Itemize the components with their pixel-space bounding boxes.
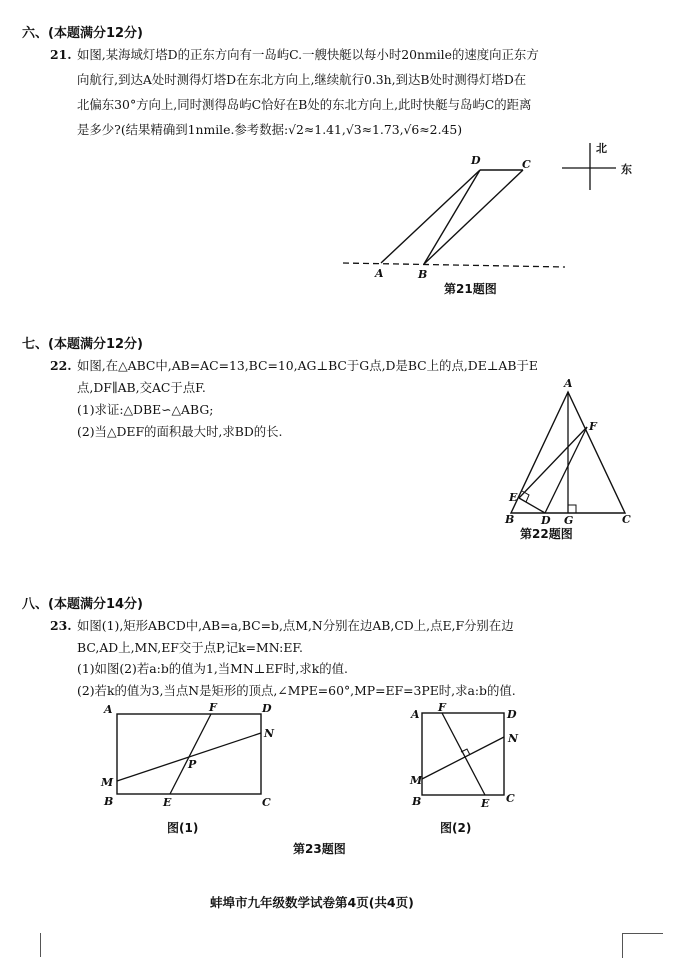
q23-f1-label-f: F	[209, 701, 217, 714]
q21-figure-caption: 第21题图	[444, 282, 497, 296]
q23-f2-label-a: A	[411, 708, 420, 721]
q23-f2-label-c: C	[506, 792, 515, 805]
q22-line-4: (2)当△DEF的面积最大时,求BD的长.	[77, 424, 283, 439]
q23-line-3: (1)如图(2)若a:b的值为1,当MN⊥EF时,求k的值.	[77, 661, 348, 676]
q23-f2-label-f: F	[438, 701, 446, 714]
q23-f2-label-b: B	[412, 795, 422, 808]
q21-line-4: 是多少?(结果精确到1nmile.参考数据:√2≈1.41,√3≈1.73,√6≈2.45)	[77, 122, 463, 137]
q23-line-4: (2)若k的值为3,当点N是矩形的顶点,∠MPE=60°,MP=EF=3PE时,求a:b的值.	[77, 683, 516, 698]
q23-f1-label-p: P	[188, 758, 197, 771]
compass-east-label: 东	[621, 163, 632, 176]
q23-f2-label-e: E	[481, 797, 490, 810]
q21-number: 21.	[50, 47, 72, 62]
q23-line-1: 如图(1),矩形ABCD中,AB=a,BC=b,点M,N分别在边AB,CD上,点E,F分别在边	[77, 618, 514, 633]
q23-figure-caption: 第23题图	[293, 842, 346, 856]
q22-label-b: B	[505, 513, 515, 526]
q23-line-2: BC,AD上,MN,EF交于点P,记k=MN:EF.	[77, 640, 303, 655]
q22-label-a: A	[564, 377, 573, 390]
q23-f1-label-m: M	[101, 776, 114, 789]
q23-figure-2-caption: 图(2)	[440, 821, 472, 835]
q23-f2-label-m: M	[410, 774, 423, 787]
compass-north-label: 北	[596, 142, 607, 155]
q21-line-3: 北偏东30°方向上,同时测得岛屿C恰好在B处的东北方向上,此时快艇与岛屿C的距离	[77, 97, 532, 112]
q23-f2-segment-mn	[422, 737, 504, 779]
q22-label-e: E	[509, 491, 518, 504]
q21-line-1: 如图,某海域灯塔D的正东方向有一岛屿C.一艘快艇以每小时20nmile的速度向正东方	[77, 47, 539, 62]
q21-line-2: 向航行,到达A处时测得灯塔D在东北方向上,继续航行0.3h,到达B处时测得灯塔D在	[77, 72, 527, 87]
q23-f2-label-d: D	[507, 708, 517, 721]
q23-number: 23.	[50, 618, 72, 633]
section-6-heading: 六、(本题满分12分)	[22, 26, 143, 41]
crop-mark-left	[0, 933, 41, 957]
q22-line-2: 点,DF∥AB,交AC于点F.	[77, 380, 206, 395]
q23-figure-1-caption: 图(1)	[167, 821, 199, 835]
q23-f1-label-e: E	[163, 796, 172, 809]
q22-label-c: C	[622, 513, 631, 526]
page-footer: 蚌埠市九年级数学试卷第4页(共4页)	[210, 895, 414, 910]
q23-f1-label-d: D	[262, 702, 272, 715]
q23-f1-label-b: B	[104, 795, 114, 808]
q23-f1-label-n: N	[264, 727, 275, 740]
section-8-heading: 八、(本题满分14分)	[22, 597, 143, 612]
q21-label-d: D	[471, 154, 481, 167]
q22-number: 22.	[50, 358, 72, 373]
q22-line-3: (1)求证:△DBE∽△ABG;	[77, 402, 214, 417]
q22-label-d: D	[541, 514, 551, 527]
q22-line-1: 如图,在△ABC中,AB=AC=13,BC=10,AG⊥BC于G点,D是BC上的点,DE⊥AB于E	[77, 358, 538, 373]
q21-label-b: B	[418, 268, 428, 281]
q21-label-a: A	[375, 267, 384, 280]
q22-label-g: G	[564, 514, 574, 527]
q23-f1-label-a: A	[104, 703, 113, 716]
q23-f2-segment-ef	[442, 713, 485, 795]
q23-f2-label-n: N	[508, 732, 519, 745]
q22-label-f: F	[589, 420, 597, 433]
q23-f1-label-c: C	[262, 796, 271, 809]
q22-figure-caption: 第22题图	[520, 527, 573, 541]
crop-mark-right	[622, 933, 663, 958]
q21-label-c: C	[522, 158, 531, 171]
section-7-heading: 七、(本题满分12分)	[22, 337, 143, 352]
